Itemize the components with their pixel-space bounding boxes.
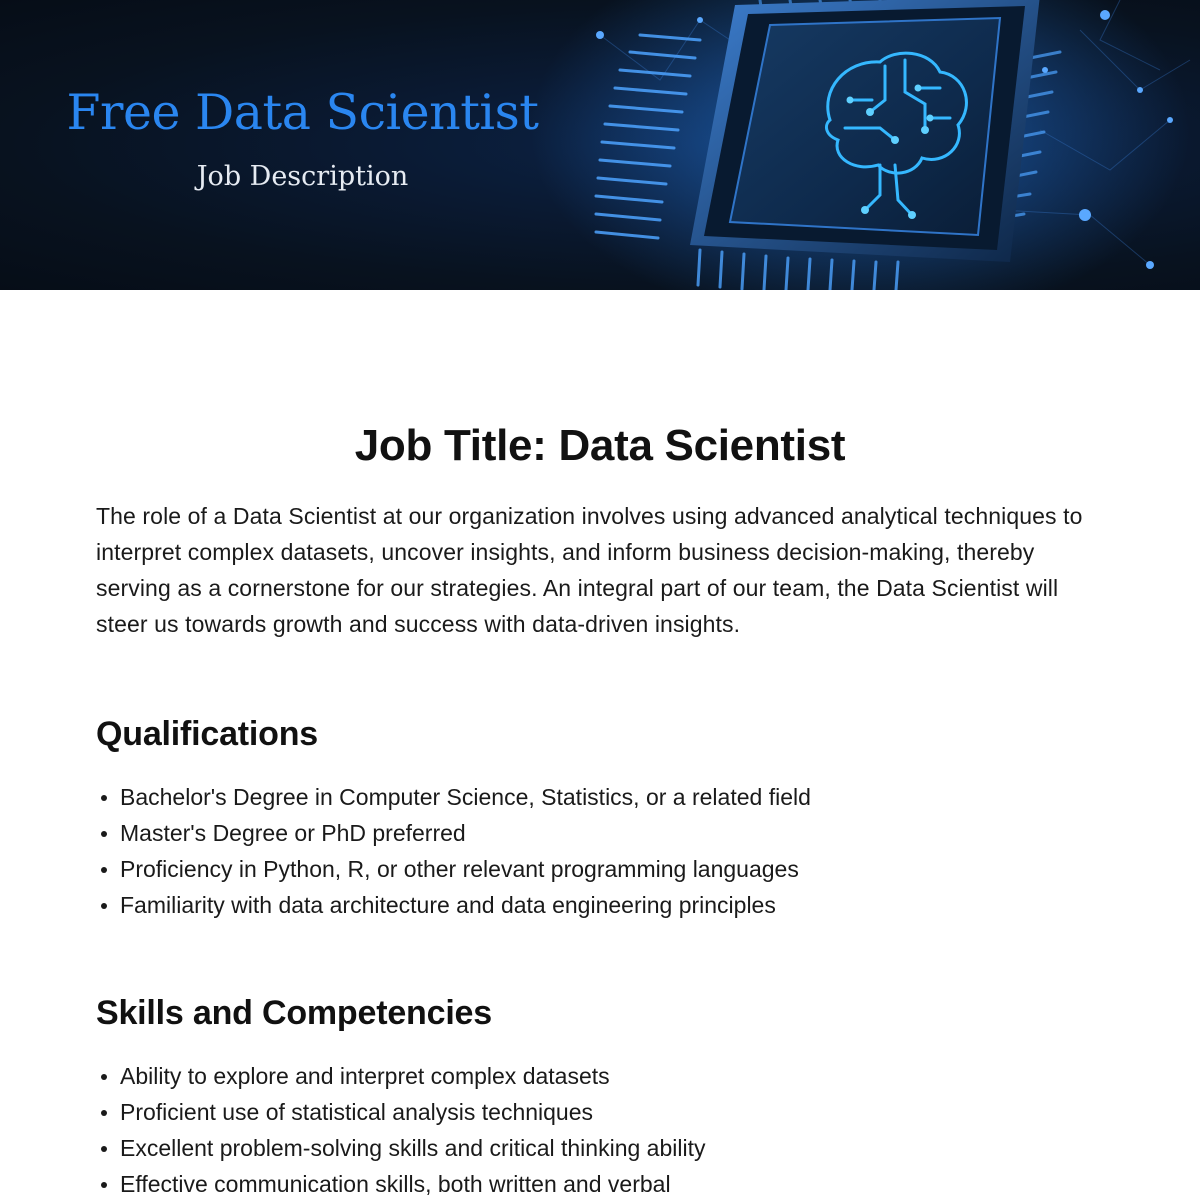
list-item	[96, 1130, 1104, 1166]
document-body	[96, 420, 1104, 1200]
banner-subtitle: Job Description	[196, 161, 409, 192]
banner-title: Free Data Scientist	[66, 84, 539, 141]
bullet-icon	[101, 903, 107, 909]
ai-brain-chip-icon	[0, 0, 1200, 290]
list-item	[96, 1094, 1104, 1130]
bullet-icon	[101, 795, 107, 801]
bullet-icon	[101, 831, 107, 837]
list-item-text: Effective communication skills, both written and verbal	[120, 1171, 671, 1197]
qualifications-list	[96, 779, 1104, 923]
list-item-text: Proficient use of statistical analysis techniques	[120, 1099, 594, 1125]
bullet-icon	[101, 1110, 107, 1116]
skills-heading: Skills and Competencies	[96, 994, 492, 1032]
list-item	[96, 1166, 1104, 1200]
job-title-heading: Job Title: Data Scientist	[354, 421, 846, 470]
bullet-icon	[101, 1146, 107, 1152]
list-item-text: Familiarity with data architecture and data engineering principles	[120, 892, 776, 918]
intro-paragraph: The role of a Data Scientist at our organization involves using advanced analytical techniques to interpret complex datasets, uncover insights, and inform business decision-making, thereby serving as a cornerstone for our strategies. An integral part of our team, the Data Scientist will steer us towards growth and success with data-driven insights.	[96, 503, 1083, 637]
list-item	[96, 1058, 1104, 1094]
list-item-text: Master's Degree or PhD preferred	[120, 820, 466, 846]
list-item-text: Ability to explore and interpret complex datasets	[120, 1063, 610, 1089]
bullet-icon	[101, 1182, 107, 1188]
list-item	[96, 779, 1104, 815]
qualifications-heading: Qualifications	[96, 715, 319, 753]
list-item	[96, 887, 1104, 923]
list-item-text: Proficiency in Python, R, or other relevant programming languages	[120, 856, 799, 882]
list-item	[96, 815, 1104, 851]
skills-list	[96, 1058, 1104, 1200]
list-item	[96, 851, 1104, 887]
bullet-icon	[101, 1074, 107, 1080]
list-item-text: Bachelor's Degree in Computer Science, Statistics, or a related field	[120, 784, 811, 810]
header-banner	[0, 0, 1200, 290]
list-item-text: Excellent problem-solving skills and critical thinking ability	[120, 1135, 706, 1161]
bullet-icon	[101, 867, 107, 873]
